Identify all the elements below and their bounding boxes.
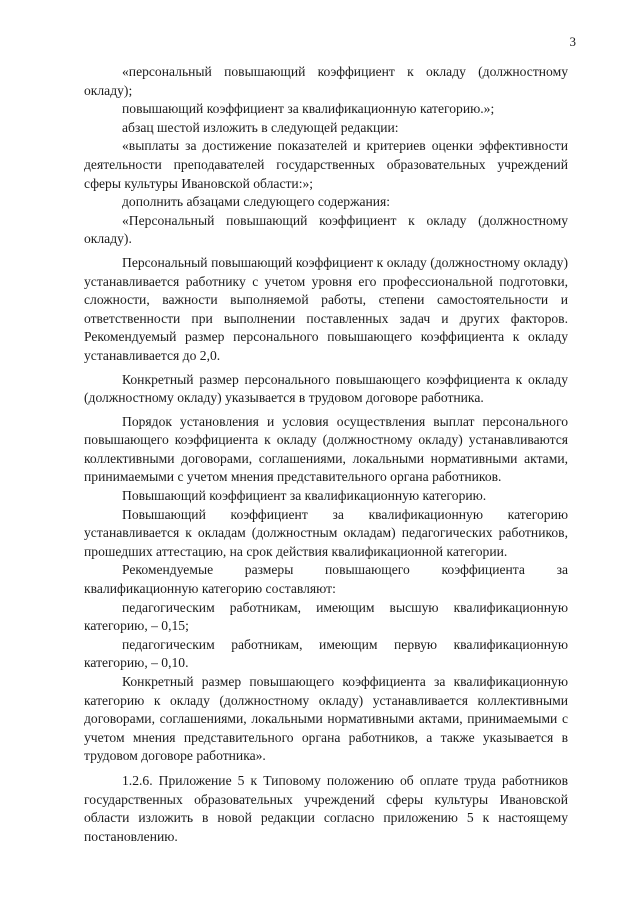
paragraph: «выплаты за достижение показателей и критериев оценки эффективности деятельности преподавателей государственных образовательных учреждений сферы культуры Ивановской области:»; xyxy=(84,138,568,191)
paragraph: Рекомендуемые размеры повышающего коэффициента за квалификационную категорию составляют: xyxy=(84,562,568,597)
paragraph: Персональный повышающий коэффициент к окладу (должностному окладу) устанавливается работнику с учетом уровня его профессиональной подготовки, сложности, важности выполняемой работы, степени самостоятельности и ответственности при выполнении поставленных задач и других факторов. Рекомендуемый размер персонального повышающего коэффициента к окладу устанавливается до 2,0. xyxy=(84,254,568,363)
paragraph: педагогическим работникам, имеющим высшую квалификационную категорию, – 0,15; xyxy=(84,599,568,634)
paragraph: «персональный повышающий коэффициент к окладу (должностному окладу); xyxy=(84,64,568,98)
paragraph: Порядок установления и условия осуществления выплат персонального повышающего коэффициента к окладу (должностному окладу) устанавливаются коллективными договорами, соглашениями, локальными нормативными актами, принимаемыми с учетом мнения представительного органа работников. xyxy=(84,413,568,485)
document-body xyxy=(84,63,568,846)
paragraph: Конкретный размер повышающего коэффициента за квалификационную категорию к окладу (должностному окладу) устанавливается коллективными договорами, соглашениями, локальными нормативными актами, принимаемыми с учетом мнения представительного органа работников, а также указывается в трудовом договоре работника». xyxy=(84,674,568,764)
paragraph: педагогическим работникам, имеющим первую квалификационную категорию, – 0,10. xyxy=(84,636,568,671)
paragraph: Повышающий коэффициент за квалификационную категорию устанавливается к окладам (должностным окладам) педагогических работников, прошедших аттестацию, на срок действия квалификационной категории. xyxy=(84,506,568,559)
paragraph: Повышающий коэффициент за квалификационную категорию. xyxy=(122,488,487,504)
paragraph: абзац шестой изложить в следующей редакции: xyxy=(122,119,399,135)
paragraph: повышающий коэффициент за квалификационную категорию.»; xyxy=(122,101,495,117)
paragraph: 1.2.6. Приложение 5 к Типовому положению об оплате труда работников государственных образовательных учреждений сферы культуры Ивановской области изложить в новой редакции согласно приложению 5 к настоящему постановлению. xyxy=(84,772,568,844)
paragraph: дополнить абзацами следующего содержания: xyxy=(122,194,391,210)
paragraph: «Персональный повышающий коэффициент к окладу (должностному окладу). xyxy=(84,212,568,247)
page-number: 3 xyxy=(569,34,576,49)
paragraph: Конкретный размер персонального повышающего коэффициента к окладу (должностному окладу) указывается в трудовом договоре работника. xyxy=(84,371,568,406)
